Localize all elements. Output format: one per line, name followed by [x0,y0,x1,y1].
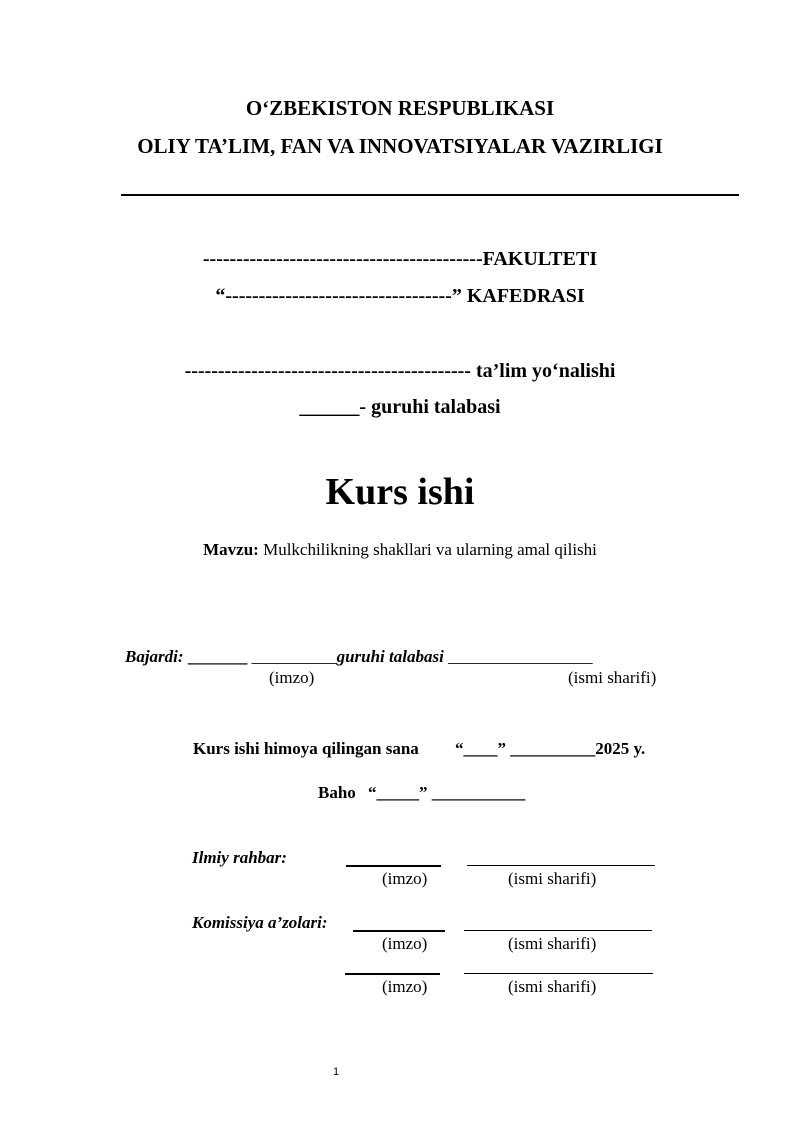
topic-text: Mulkchilikning shakllari va ularning amal qilishi [258,540,597,559]
direction-line: ------------------------------------------- ta’lim yo‘nalishi [184,360,616,382]
performer-group-blank: __________ [251,647,337,666]
performer-sign-caption: (imzo) [269,668,315,687]
commission-sign-line-2 [345,973,440,975]
page-title: Kurs ishi [325,471,475,513]
commission-sign-caption-1: (imzo) [382,934,428,953]
commission-label: Komissiya a’zolari: [192,913,328,932]
commission-name-line-1 [464,930,652,931]
performer-name-blank: _________________ [443,647,593,666]
topic-line [0,540,800,560]
group-line: ______- guruhi talabasi [299,396,501,418]
performer-name-caption: (ismi sharifi) [568,668,657,687]
faculty-line: ------------------------------------------FAKULTETI [202,248,598,270]
commission-sign-caption-2: (imzo) [382,977,428,996]
performer-sign-blank: _______ [183,647,252,666]
supervisor-sign-line [346,865,441,867]
supervisor-sign-caption: (imzo) [382,869,428,888]
grade-label: Baho [318,783,356,802]
commission-sign-line-1 [353,930,445,932]
grade-blank: “_____” ___________ [368,783,526,802]
performer-label: Bajardi: [125,647,184,666]
performer-row [125,647,593,667]
supervisor-name-line [467,865,655,866]
supervisor-label: Ilmiy rahbar: [192,848,287,867]
header-divider [121,194,739,196]
performer-group-text: guruhi talabasi [336,647,444,666]
supervisor-name-caption: (ismi sharifi) [508,869,597,888]
republic-heading: O‘ZBEKISTON RESPUBLIKASI [245,96,555,120]
department-line: “----------------------------------” KAFEDRASI [215,285,585,307]
defense-label: Kurs ishi himoya qilingan sana [193,739,419,758]
topic-label: Mavzu: [203,540,259,559]
commission-name-caption-1: (ismi sharifi) [508,934,597,953]
page-number: 1 [333,1066,340,1078]
ministry-heading: OLIY TA’LIM, FAN VA INNOVATSIYALAR VAZIRLIGI [137,134,663,158]
commission-name-caption-2: (ismi sharifi) [508,977,597,996]
commission-name-line-2 [464,973,653,974]
defense-date-blank: “____” __________2025 y. [455,739,646,758]
